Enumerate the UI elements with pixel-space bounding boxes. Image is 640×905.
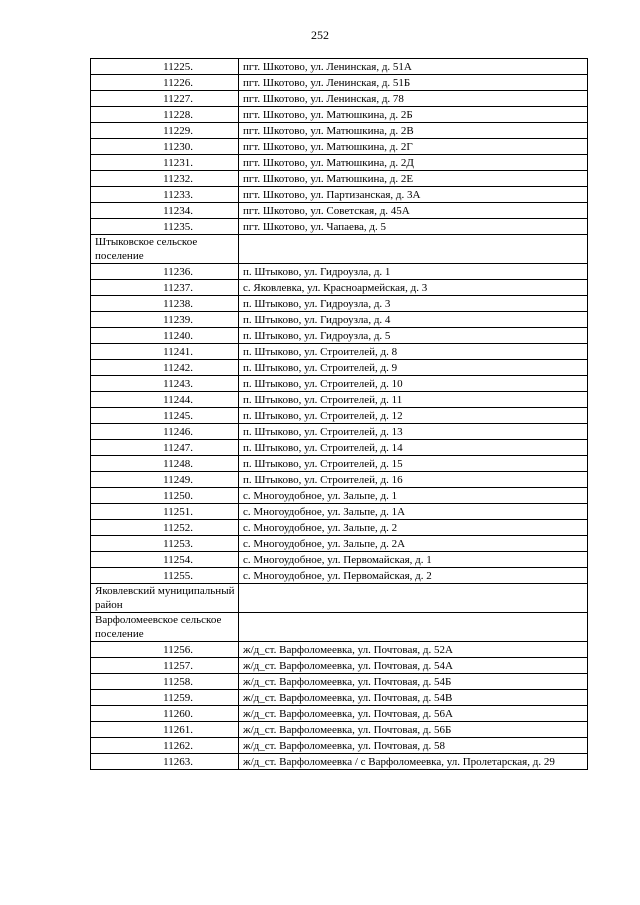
address-table-body [91,59,588,770]
table-row [91,59,588,75]
table-row [91,472,588,488]
table-row [91,504,588,520]
page-number: 252 [311,28,329,42]
row-address: пгт. Шкотово, ул. Матюшкина, д. 2Д [239,155,588,171]
table-row [91,674,588,690]
row-address: п. Штыково, ул. Строителей, д. 10 [239,376,588,392]
address-table [90,58,588,770]
row-address: с. Многоудобное, ул. Зальпе, д. 2 [239,520,588,536]
row-number: 11228. [91,107,239,123]
table-row [91,187,588,203]
table-row [91,408,588,424]
row-number: 11261. [91,722,239,738]
row-address: п. Штыково, ул. Строителей, д. 14 [239,440,588,456]
table-row [91,344,588,360]
row-number: 11258. [91,674,239,690]
table-row [91,91,588,107]
row-address: с. Многоудобное, ул. Зальпе, д. 1А [239,504,588,520]
row-address: с. Многоудобное, ул. Первомайская, д. 1 [239,552,588,568]
table-row [91,376,588,392]
table-row [91,552,588,568]
table-row [91,107,588,123]
row-number: 11244. [91,392,239,408]
section-name: Яковлевский муниципальный район [91,584,239,613]
row-number: 11260. [91,706,239,722]
row-number: 11242. [91,360,239,376]
row-number: 11262. [91,738,239,754]
row-address: с. Яковлевка, ул. Красноармейская, д. 3 [239,280,588,296]
row-number: 11225. [91,59,239,75]
table-row [91,658,588,674]
row-address: п. Штыково, ул. Строителей, д. 11 [239,392,588,408]
row-number: 11250. [91,488,239,504]
row-number: 11233. [91,187,239,203]
row-address: пгт. Шкотово, ул. Чапаева, д. 5 [239,219,588,235]
row-address: с. Многоудобное, ул. Зальпе, д. 2А [239,536,588,552]
section-header-row [91,613,588,642]
row-number: 11254. [91,552,239,568]
row-address: пгт. Шкотово, ул. Матюшкина, д. 2Б [239,107,588,123]
table-row [91,536,588,552]
row-number: 11257. [91,658,239,674]
row-address: пгт. Шкотово, ул. Ленинская, д. 51А [239,59,588,75]
row-address: п. Штыково, ул. Строителей, д. 13 [239,424,588,440]
row-number: 11259. [91,690,239,706]
row-number: 11241. [91,344,239,360]
row-address: ж/д_ст. Варфоломеевка, ул. Почтовая, д. 54Б [239,674,588,690]
table-row [91,264,588,280]
row-number: 11248. [91,456,239,472]
section-empty-cell [239,584,588,613]
section-empty-cell [239,235,588,264]
row-address: пгт. Шкотово, ул. Ленинская, д. 78 [239,91,588,107]
table-row [91,424,588,440]
row-address: ж/д_ст. Варфоломеевка, ул. Почтовая, д. 58 [239,738,588,754]
table-row [91,123,588,139]
table-row [91,296,588,312]
row-address: п. Штыково, ул. Строителей, д. 9 [239,360,588,376]
row-address: п. Штыково, ул. Строителей, д. 16 [239,472,588,488]
table-row [91,738,588,754]
table-row [91,642,588,658]
section-empty-cell [239,613,588,642]
row-address: ж/д_ст. Варфоломеевка, ул. Почтовая, д. 54В [239,690,588,706]
row-address: пгт. Шкотово, ул. Матюшкина, д. 2Г [239,139,588,155]
table-row [91,690,588,706]
row-address: п. Штыково, ул. Гидроузла, д. 3 [239,296,588,312]
table-row [91,488,588,504]
row-number: 11253. [91,536,239,552]
row-number: 11256. [91,642,239,658]
table-row [91,75,588,91]
row-number: 11236. [91,264,239,280]
table-row [91,360,588,376]
table-row [91,155,588,171]
row-address: ж/д_ст. Варфоломеевка, ул. Почтовая, д. 54А [239,658,588,674]
row-number: 11255. [91,568,239,584]
table-row [91,392,588,408]
row-number: 11245. [91,408,239,424]
table-row [91,440,588,456]
row-number: 11247. [91,440,239,456]
section-name: Варфоломеевское сельское поселение [91,613,239,642]
row-address: ж/д_ст. Варфоломеевка, ул. Почтовая, д. 52А [239,642,588,658]
table-row [91,203,588,219]
section-name: Штыковское сельское поселение [91,235,239,264]
row-address: ж/д_ст. Варфоломеевка / с Варфоломеевка, ул. Пролетарская, д. 29 [239,754,588,770]
section-header-row [91,235,588,264]
table-row [91,328,588,344]
row-address: с. Многоудобное, ул. Первомайская, д. 2 [239,568,588,584]
row-number: 11235. [91,219,239,235]
row-number: 11227. [91,91,239,107]
row-number: 11243. [91,376,239,392]
table-row [91,456,588,472]
table-row [91,139,588,155]
row-number: 11229. [91,123,239,139]
table-row [91,312,588,328]
row-address: п. Штыково, ул. Строителей, д. 12 [239,408,588,424]
row-address: п. Штыково, ул. Строителей, д. 15 [239,456,588,472]
table-row [91,722,588,738]
table-row [91,568,588,584]
row-number: 11231. [91,155,239,171]
row-address: пгт. Шкотово, ул. Ленинская, д. 51Б [239,75,588,91]
row-number: 11238. [91,296,239,312]
row-address: п. Штыково, ул. Гидроузла, д. 5 [239,328,588,344]
row-number: 11246. [91,424,239,440]
row-number: 11234. [91,203,239,219]
row-number: 11263. [91,754,239,770]
row-address: ж/д_ст. Варфоломеевка, ул. Почтовая, д. 56А [239,706,588,722]
row-number: 11252. [91,520,239,536]
row-address: п. Штыково, ул. Гидроузла, д. 4 [239,312,588,328]
table-row [91,171,588,187]
row-number: 11239. [91,312,239,328]
table-row [91,754,588,770]
table-row [91,219,588,235]
row-address: пгт. Шкотово, ул. Советская, д. 45А [239,203,588,219]
table-row [91,520,588,536]
row-number: 11237. [91,280,239,296]
row-address: пгт. Шкотово, ул. Матюшкина, д. 2В [239,123,588,139]
table-row [91,280,588,296]
row-address: п. Штыково, ул. Строителей, д. 8 [239,344,588,360]
row-number: 11230. [91,139,239,155]
row-address: пгт. Шкотово, ул. Матюшкина, д. 2Е [239,171,588,187]
row-address: п. Штыково, ул. Гидроузла, д. 1 [239,264,588,280]
table-row [91,706,588,722]
row-number: 11251. [91,504,239,520]
row-address: ж/д_ст. Варфоломеевка, ул. Почтовая, д. 56Б [239,722,588,738]
section-header-row [91,584,588,613]
row-address: с. Многоудобное, ул. Зальпе, д. 1 [239,488,588,504]
row-number: 11232. [91,171,239,187]
row-number: 11240. [91,328,239,344]
row-number: 11249. [91,472,239,488]
row-number: 11226. [91,75,239,91]
row-address: пгт. Шкотово, ул. Партизанская, д. 3А [239,187,588,203]
